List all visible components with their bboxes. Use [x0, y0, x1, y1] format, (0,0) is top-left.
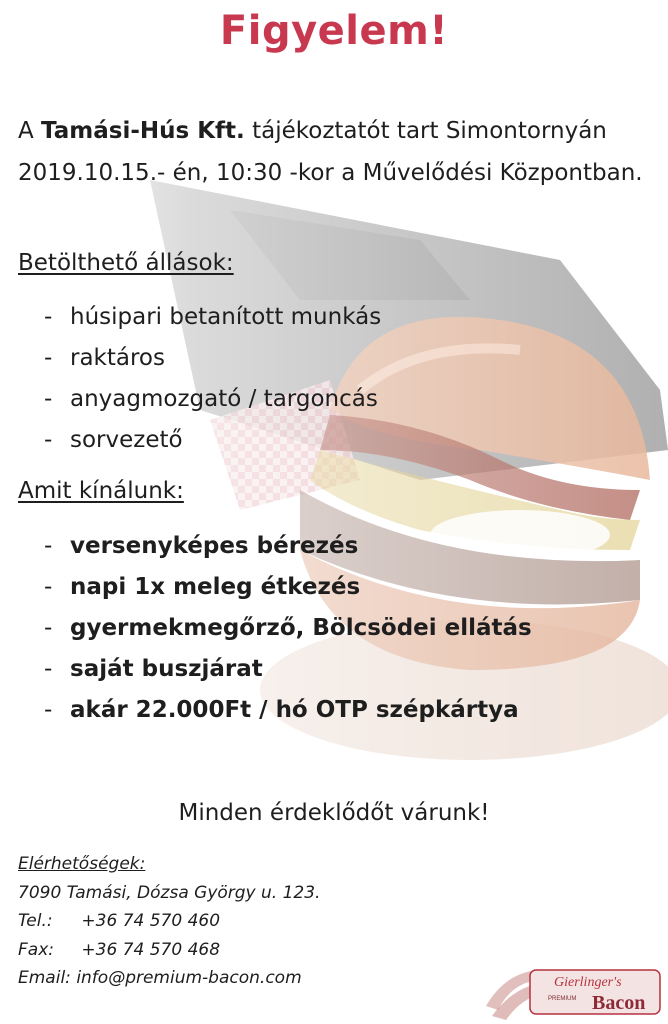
contact-address: 7090 Tamási, Dózsa György u. 123. — [18, 882, 321, 903]
jobs-list — [18, 297, 381, 461]
offer-item: akár 22.000Ft / hó OTP szépkártya — [70, 697, 519, 723]
bullet-dash: - — [44, 304, 53, 330]
contact-email-row — [18, 964, 320, 993]
bullet-dash: - — [44, 656, 53, 682]
job-item: anyagmozgató / targoncás — [70, 386, 378, 412]
email-address: info@premium-bacon.com — [76, 968, 302, 988]
job-item: húsipari betanított munkás — [70, 304, 382, 330]
job-item: raktáros — [70, 345, 165, 371]
company-name: Tamási-Hús Kft. — [41, 118, 245, 144]
email-label: Email: — [18, 968, 71, 988]
job-item: sorvezető — [70, 427, 183, 453]
tel-number: +36 74 570 460 — [81, 911, 221, 931]
logo-product: Bacon — [592, 992, 646, 1014]
bullet-dash: - — [44, 386, 53, 412]
contact-heading: Elérhetőségek: — [18, 854, 146, 874]
list-item — [18, 338, 381, 379]
intro-paragraph — [18, 110, 658, 194]
list-item — [18, 608, 532, 649]
jobs-heading: Betölthető állások: — [18, 250, 234, 276]
list-item — [18, 420, 381, 461]
bullet-dash: - — [44, 427, 53, 453]
list-item — [18, 379, 381, 420]
intro-prefix: A — [18, 118, 42, 144]
logo-brand: Gierlinger's — [554, 975, 622, 990]
page-title: Figyelem! — [219, 8, 449, 54]
tel-label: Tel.: — [18, 911, 53, 931]
list-item — [18, 567, 532, 608]
bullet-dash: - — [44, 615, 53, 641]
logo-sub: PREMIUM — [548, 996, 577, 1002]
list-item — [18, 297, 381, 338]
bullet-dash: - — [44, 345, 53, 371]
offer-item: versenyképes bérezés — [70, 533, 359, 559]
list-item — [18, 690, 532, 731]
closing-message: Minden érdeklődőt várunk! — [178, 800, 490, 826]
intro-text: tájékoztatót tart Simontornyán 2019.10.15.- én, 10:30 -kor a Művelődési Központban. — [18, 118, 643, 186]
offers-list — [18, 526, 532, 731]
contact-tel-row — [18, 907, 320, 936]
bullet-dash: - — [44, 574, 53, 600]
offer-item: napi 1x meleg étkezés — [70, 574, 361, 600]
gierlinger-bacon-logo — [478, 962, 664, 1022]
bullet-dash: - — [44, 697, 53, 723]
offer-item: gyermekmegőrző, Bölcsödei ellátás — [70, 615, 532, 641]
contact-fax-row — [18, 936, 320, 965]
list-item — [18, 526, 532, 567]
fax-number: +36 74 570 468 — [81, 939, 221, 960]
offer-item: saját buszjárat — [70, 656, 263, 682]
offers-heading: Amit kínálunk: — [18, 478, 184, 504]
contact-block — [18, 850, 320, 993]
list-item — [18, 649, 532, 690]
fax-label: Fax: — [18, 939, 54, 960]
bullet-dash: - — [44, 533, 53, 559]
